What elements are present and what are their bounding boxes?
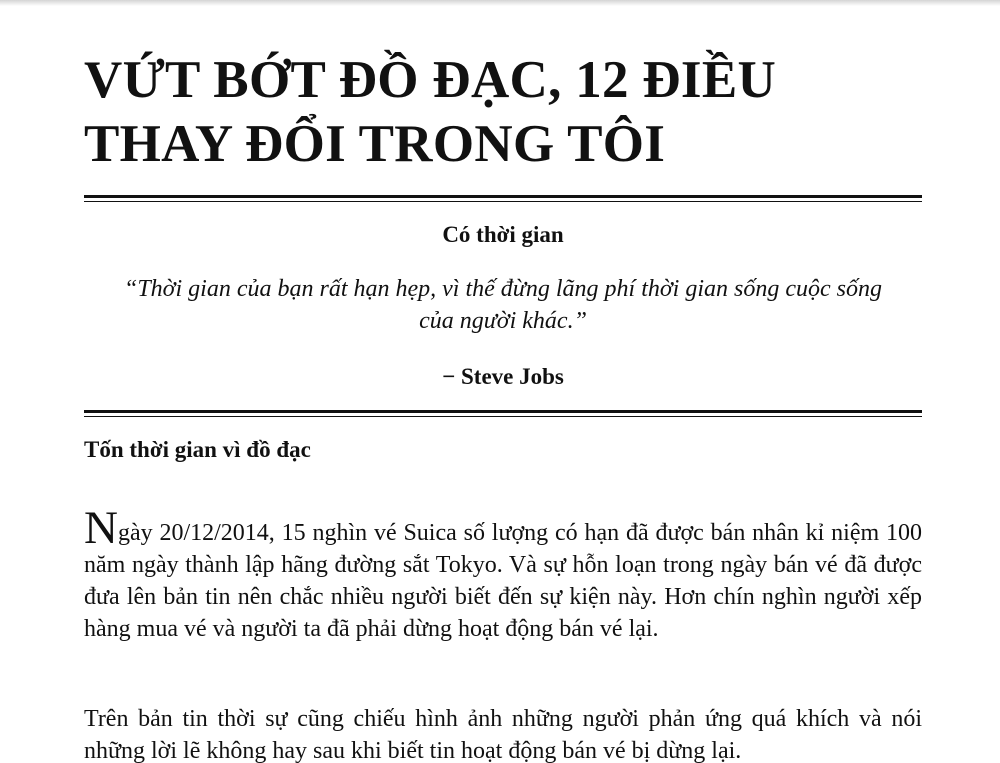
drop-cap: N	[84, 502, 118, 554]
chapter-title: VỨT BỚT ĐỒ ĐẠC, 12 ĐIỀU THAY ĐỔI TRONG TÔI	[84, 51, 777, 173]
epigraph-heading: Có thời gian	[442, 222, 564, 247]
viewer-top-shadow	[0, 0, 1000, 6]
epigraph-quote: “Thời gian của bạn rất hạn hẹp, vì thế đừng lãng phí thời gian sống cuộc sống của người khác.”	[123, 276, 882, 334]
quote-author: − Steve Jobs	[442, 364, 564, 389]
epigraph-bottom-rule	[84, 410, 922, 417]
section-heading: Tốn thời gian vì đồ đạc	[84, 437, 311, 462]
body-paragraph: Trên bản tin thời sự cũng chiếu hình ảnh những người phản ứng quá khích và nói những lời lẽ không hay sau khi biết tin hoạt động bán vé bị dừng lại.	[84, 706, 922, 763]
epigraph-top-rule	[84, 195, 922, 202]
body-paragraph	[84, 502, 922, 645]
paragraph-text: gày 20/12/2014, 15 nghìn vé Suica số lượng có hạn đã được bán nhân kỉ niệm 100 năm ngày thành lập hãng đường sắt Tokyo. Và sự hỗn loạn trong ngày bán vé đã được đưa lên bản tin nên chắc nhiều người biết đến sự kiện này. Hơn chín nghìn người xếp hàng mua vé và người ta đã phải dừng hoạt động bán vé lại.	[84, 520, 922, 642]
